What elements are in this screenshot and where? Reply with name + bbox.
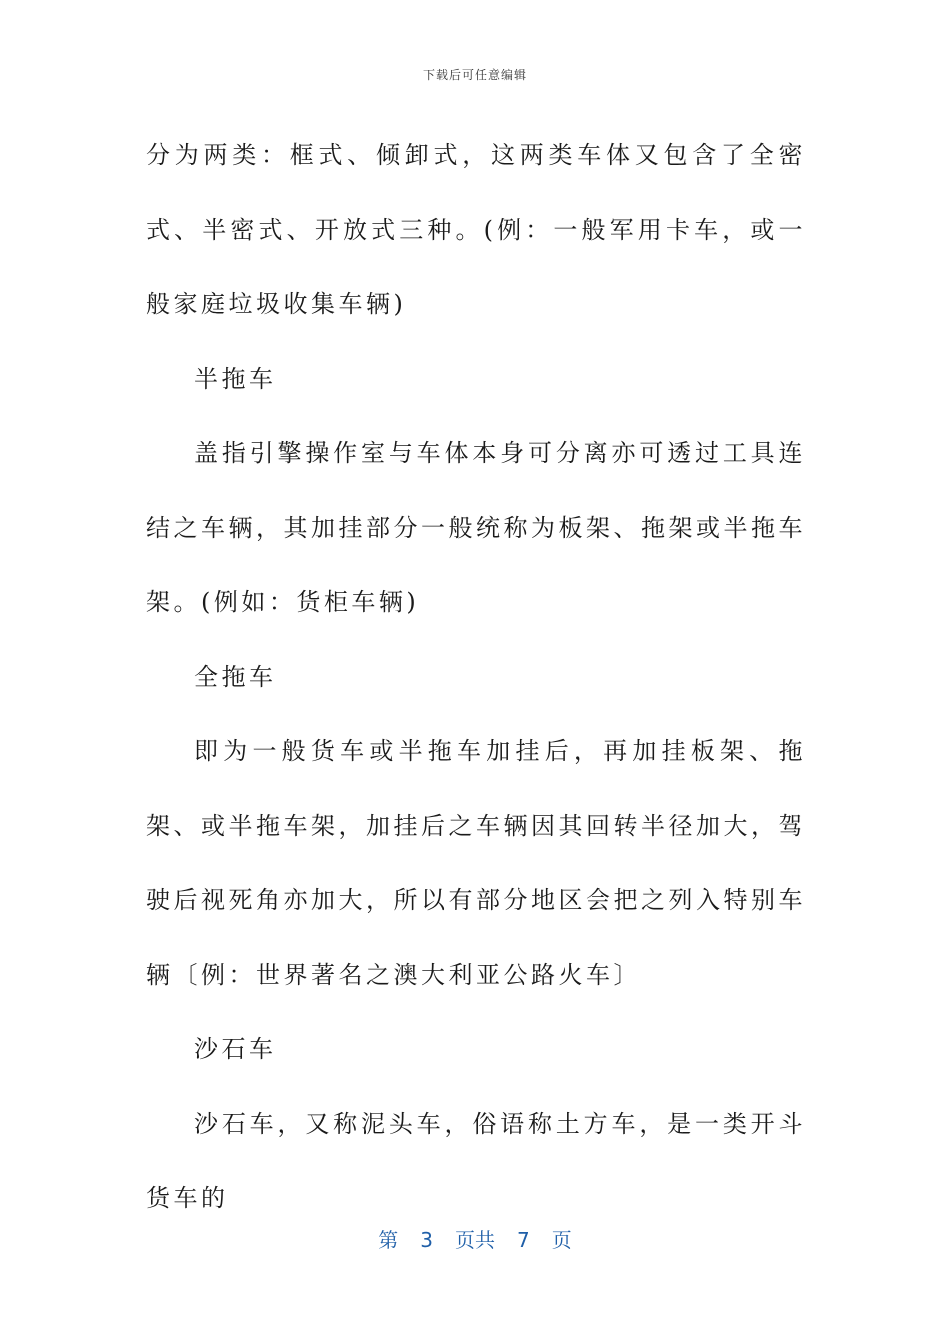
page-footer	[0, 1224, 950, 1253]
paragraph-full-trailer: 即为一般货车或半拖车加挂后，再加挂板架、拖架、或半拖车架，加挂后之车辆因其回转半径加大，驾驶后视死角亦加大，所以有部分地区会把之列入特别车辆〔例：世界著名之澳大利亚公路火车〕	[146, 737, 806, 989]
footer-total-pages: 7	[517, 1228, 530, 1252]
document-body	[146, 118, 806, 1236]
paragraph-1: 分为两类：框式、倾卸式，这两类车体又包含了全密式、半密式、开放式三种。(例：一般军用卡车，或一般家庭垃圾收集车辆)	[146, 141, 806, 318]
footer-prefix: 第	[378, 1228, 399, 1252]
paragraph-gravel-truck: 沙石车，又称泥头车，俗语称土方车，是一类开斗货车的	[146, 1109, 806, 1212]
footer-suffix: 页	[551, 1228, 572, 1252]
paragraph-semi-trailer: 盖指引擎操作室与车体本身可分离亦可透过工具连结之车辆，其加挂部分一般统称为板架、拖架或半拖车架。(例如：货柜车辆)	[146, 439, 806, 616]
footer-current-page: 3	[420, 1228, 433, 1252]
section-heading-gravel-truck: 沙石车	[194, 1035, 277, 1063]
section-heading-full-trailer: 全拖车	[194, 662, 277, 691]
section-heading-semi-trailer: 半拖车	[194, 364, 277, 393]
footer-middle: 页共	[455, 1228, 495, 1252]
page-header: 下载后可任意编辑	[422, 68, 527, 82]
